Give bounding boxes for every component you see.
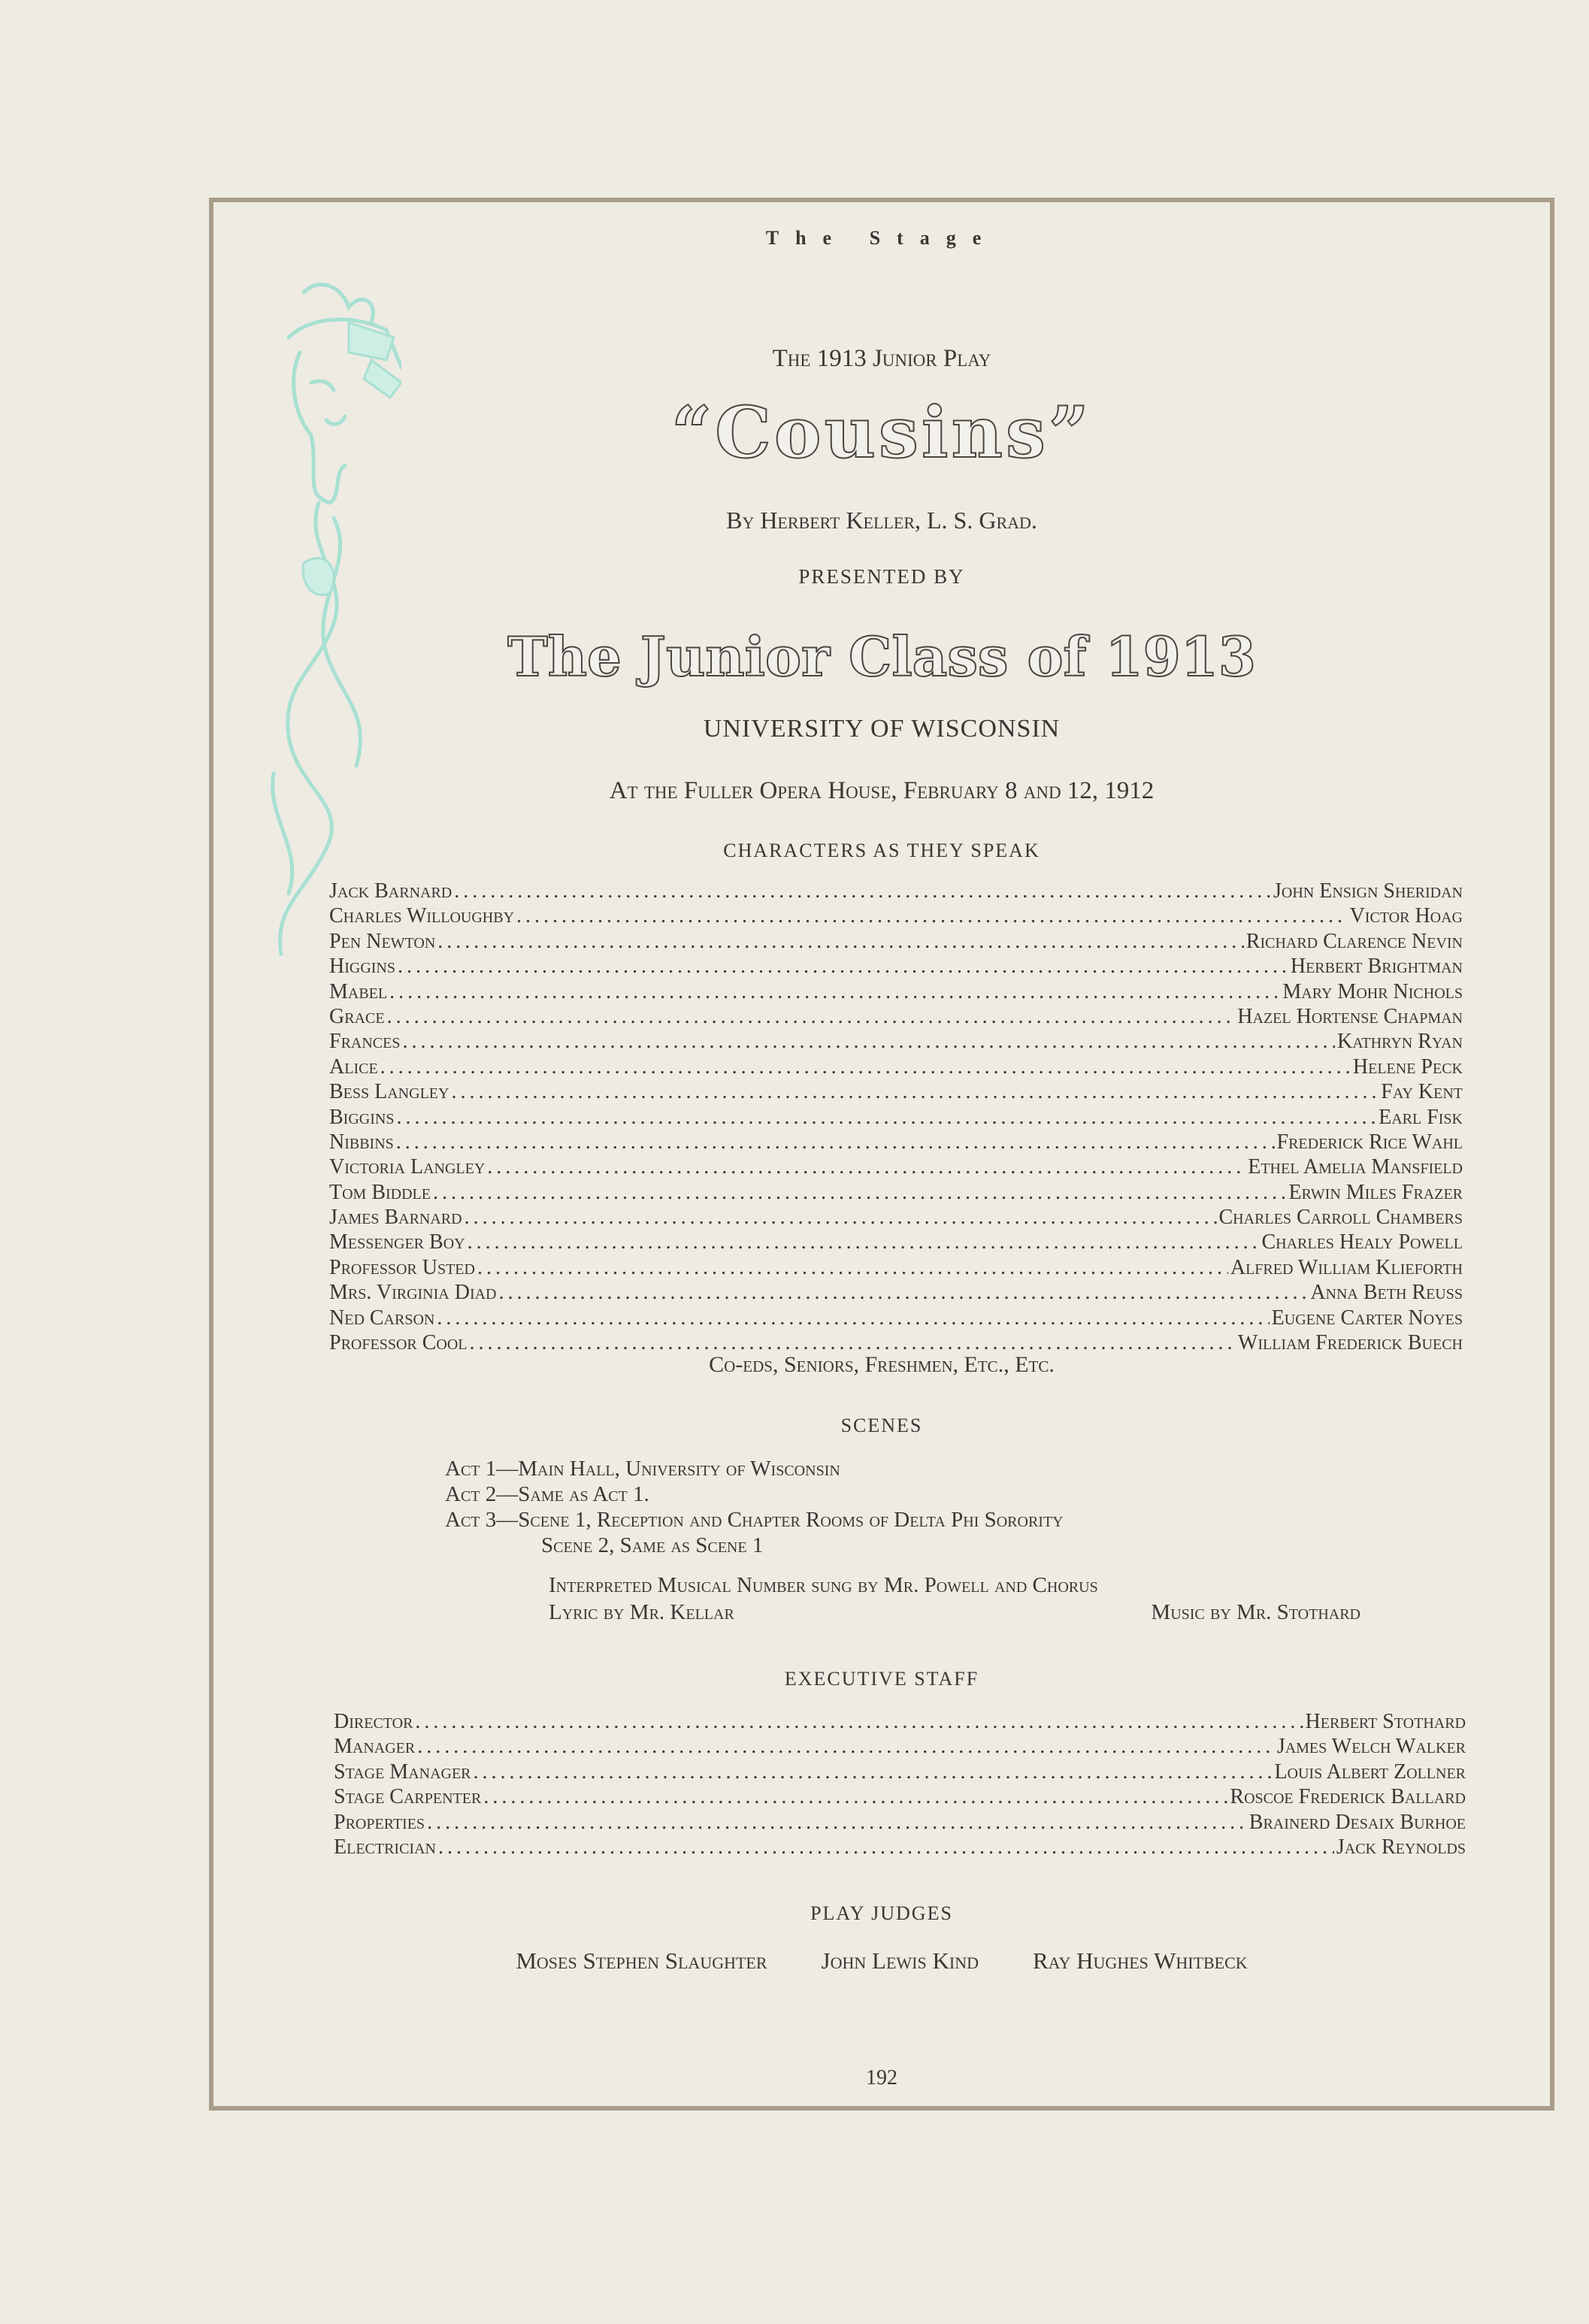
cast-actor: Kathryn Ryan [1336, 1030, 1463, 1054]
staff-name: Brainerd Desaix Burhoe [1248, 1810, 1466, 1834]
cast-row [329, 1280, 1463, 1305]
cast-actor: Ethel Amelia Mansfield [1248, 1155, 1463, 1179]
cast-actor: Earl Fisk [1379, 1105, 1463, 1129]
staff-name: James Welch Walker [1276, 1735, 1466, 1759]
cast-row [329, 1205, 1463, 1230]
cast-role: James Barnard [329, 1206, 462, 1230]
cast-actor: Herbert Brightman [1290, 955, 1463, 979]
cast-actor: Fay Kent [1381, 1080, 1463, 1104]
cast-role: Victoria Langley [329, 1155, 486, 1179]
play-label: The 1913 Junior Play [772, 345, 991, 372]
cast-row [329, 1230, 1463, 1254]
cast-row [329, 1105, 1463, 1130]
staff-row [334, 1835, 1466, 1860]
cast-row [329, 1154, 1463, 1179]
staff-row [334, 1734, 1466, 1759]
cast-actor: Charles Carroll Chambers [1218, 1206, 1463, 1230]
cast-row [329, 1079, 1463, 1104]
class-title: The Junior Class of 1913 [507, 625, 1256, 688]
staff-list [334, 1709, 1466, 1860]
cast-row [329, 979, 1463, 1004]
cast-actor: John Ensign Sheridan [1273, 879, 1463, 903]
cast-role: Jack Barnard [329, 879, 452, 903]
cast-role: Professor Cool [329, 1331, 468, 1355]
cast-actor: William Frederick Buech [1237, 1331, 1463, 1355]
page-number: 192 [866, 2066, 897, 2089]
play-title: “Cousins” [671, 392, 1092, 474]
cast-role: Tom Biddle [329, 1180, 431, 1204]
staff-role: Stage Carpenter [334, 1785, 482, 1809]
cast-row [329, 1180, 1463, 1205]
cast-row [329, 879, 1463, 903]
staff-role: Director [334, 1710, 413, 1733]
university-name: UNIVERSITY OF WISCONSIN [703, 715, 1061, 743]
cast-actor: Mary Mohr Nichols [1282, 979, 1463, 1003]
extras-line: Co-eds, Seniors, Freshmen, Etc., Etc. [709, 1352, 1055, 1377]
musical-number: Interpreted Musical Number sung by Mr. Powell and Chorus [549, 1573, 1098, 1597]
staff-heading: EXECUTIVE STAFF [784, 1668, 979, 1690]
cast-row [329, 954, 1463, 979]
scene-line: Act 3—Scene 1, Reception and Chapter Rooms of Delta Phi Sorority [445, 1508, 1064, 1532]
cast-row [329, 903, 1463, 928]
cast-role: Frances [329, 1030, 401, 1054]
cast-actor: Frederick Rice Wahl [1276, 1130, 1463, 1154]
judge-name: Moses Stephen Slaughter [516, 1947, 767, 1974]
cast-actor: Richard Clarence Nevin [1245, 929, 1463, 953]
cast-row [329, 1255, 1463, 1280]
cast-role: Mabel [329, 979, 388, 1003]
cast-role: Pen Newton [329, 929, 436, 953]
judge-name: Ray Hughes Whitbeck [1032, 1947, 1248, 1974]
judges-heading: PLAY JUDGES [810, 1902, 953, 1924]
staff-role: Electrician [334, 1835, 436, 1859]
presented-by: PRESENTED BY [798, 565, 965, 588]
running-head: The Stage [765, 227, 998, 249]
staff-name: Herbert Stothard [1305, 1710, 1466, 1733]
cast-actor: Helene Peck [1352, 1055, 1463, 1079]
cast-list [329, 879, 1463, 1355]
staff-row [334, 1709, 1466, 1734]
musical-credits [549, 1572, 1376, 1626]
venue-line: At the Fuller Opera House, February 8 and 12, 1912 [609, 777, 1155, 804]
staff-role: Stage Manager [334, 1760, 471, 1784]
cast-role: Mrs. Virginia Diad [329, 1281, 497, 1305]
scenes-list [445, 1456, 1064, 1558]
cast-role: Charles Willoughby [329, 904, 515, 928]
staff-role: Properties [334, 1810, 425, 1834]
cast-role: Alice [329, 1055, 378, 1079]
judges-list [213, 1947, 1550, 1974]
cast-role: Higgins [329, 955, 395, 979]
author-line: By Herbert Keller, L. S. Grad. [726, 507, 1037, 534]
staff-role: Manager [334, 1735, 416, 1759]
cast-actor: Hazel Hortense Chapman [1237, 1004, 1463, 1028]
scene-line: Scene 2, Same as Scene 1 [541, 1533, 764, 1557]
scenes-heading: SCENES [840, 1415, 923, 1436]
staff-name: Louis Albert Zollner [1274, 1760, 1466, 1784]
cast-actor: Anna Beth Reuss [1310, 1281, 1463, 1305]
cast-actor: Eugene Carter Noyes [1271, 1306, 1463, 1330]
staff-row [334, 1784, 1466, 1809]
cast-actor: Erwin Miles Frazer [1288, 1180, 1463, 1204]
judge-name: John Lewis Kind [821, 1947, 979, 1974]
cast-role: Grace [329, 1004, 385, 1028]
cast-role: Messenger Boy [329, 1230, 465, 1254]
cast-actor: Charles Healy Powell [1261, 1230, 1463, 1254]
music-credit: Music by Mr. Stothard [1151, 1600, 1360, 1624]
lyric-credit: Lyric by Mr. Kellar [549, 1600, 734, 1624]
cast-actor: Alfred William Klieforth [1230, 1255, 1463, 1279]
cast-role: Nibbins [329, 1130, 394, 1154]
cast-role: Professor Usted [329, 1255, 475, 1279]
cast-role: Bess Langley [329, 1080, 449, 1104]
cast-row [329, 929, 1463, 954]
cast-row [329, 1004, 1463, 1029]
staff-name: Roscoe Frederick Ballard [1230, 1785, 1466, 1809]
cast-row [329, 1306, 1463, 1330]
cast-row [329, 1055, 1463, 1079]
staff-name: Jack Reynolds [1336, 1835, 1466, 1859]
cast-actor: Victor Hoag [1349, 904, 1463, 928]
cast-role: Biggins [329, 1105, 395, 1129]
page-border [209, 198, 1554, 2111]
cast-role: Ned Carson [329, 1306, 435, 1330]
scene-line: Act 1—Main Hall, University of Wisconsin [445, 1457, 840, 1481]
cast-row [329, 1130, 1463, 1154]
staff-row [334, 1810, 1466, 1835]
staff-row [334, 1760, 1466, 1784]
characters-heading: CHARACTERS AS THEY SPEAK [723, 840, 1040, 861]
cast-row [329, 1029, 1463, 1054]
scene-line: Act 2—Same as Act 1. [445, 1482, 649, 1506]
